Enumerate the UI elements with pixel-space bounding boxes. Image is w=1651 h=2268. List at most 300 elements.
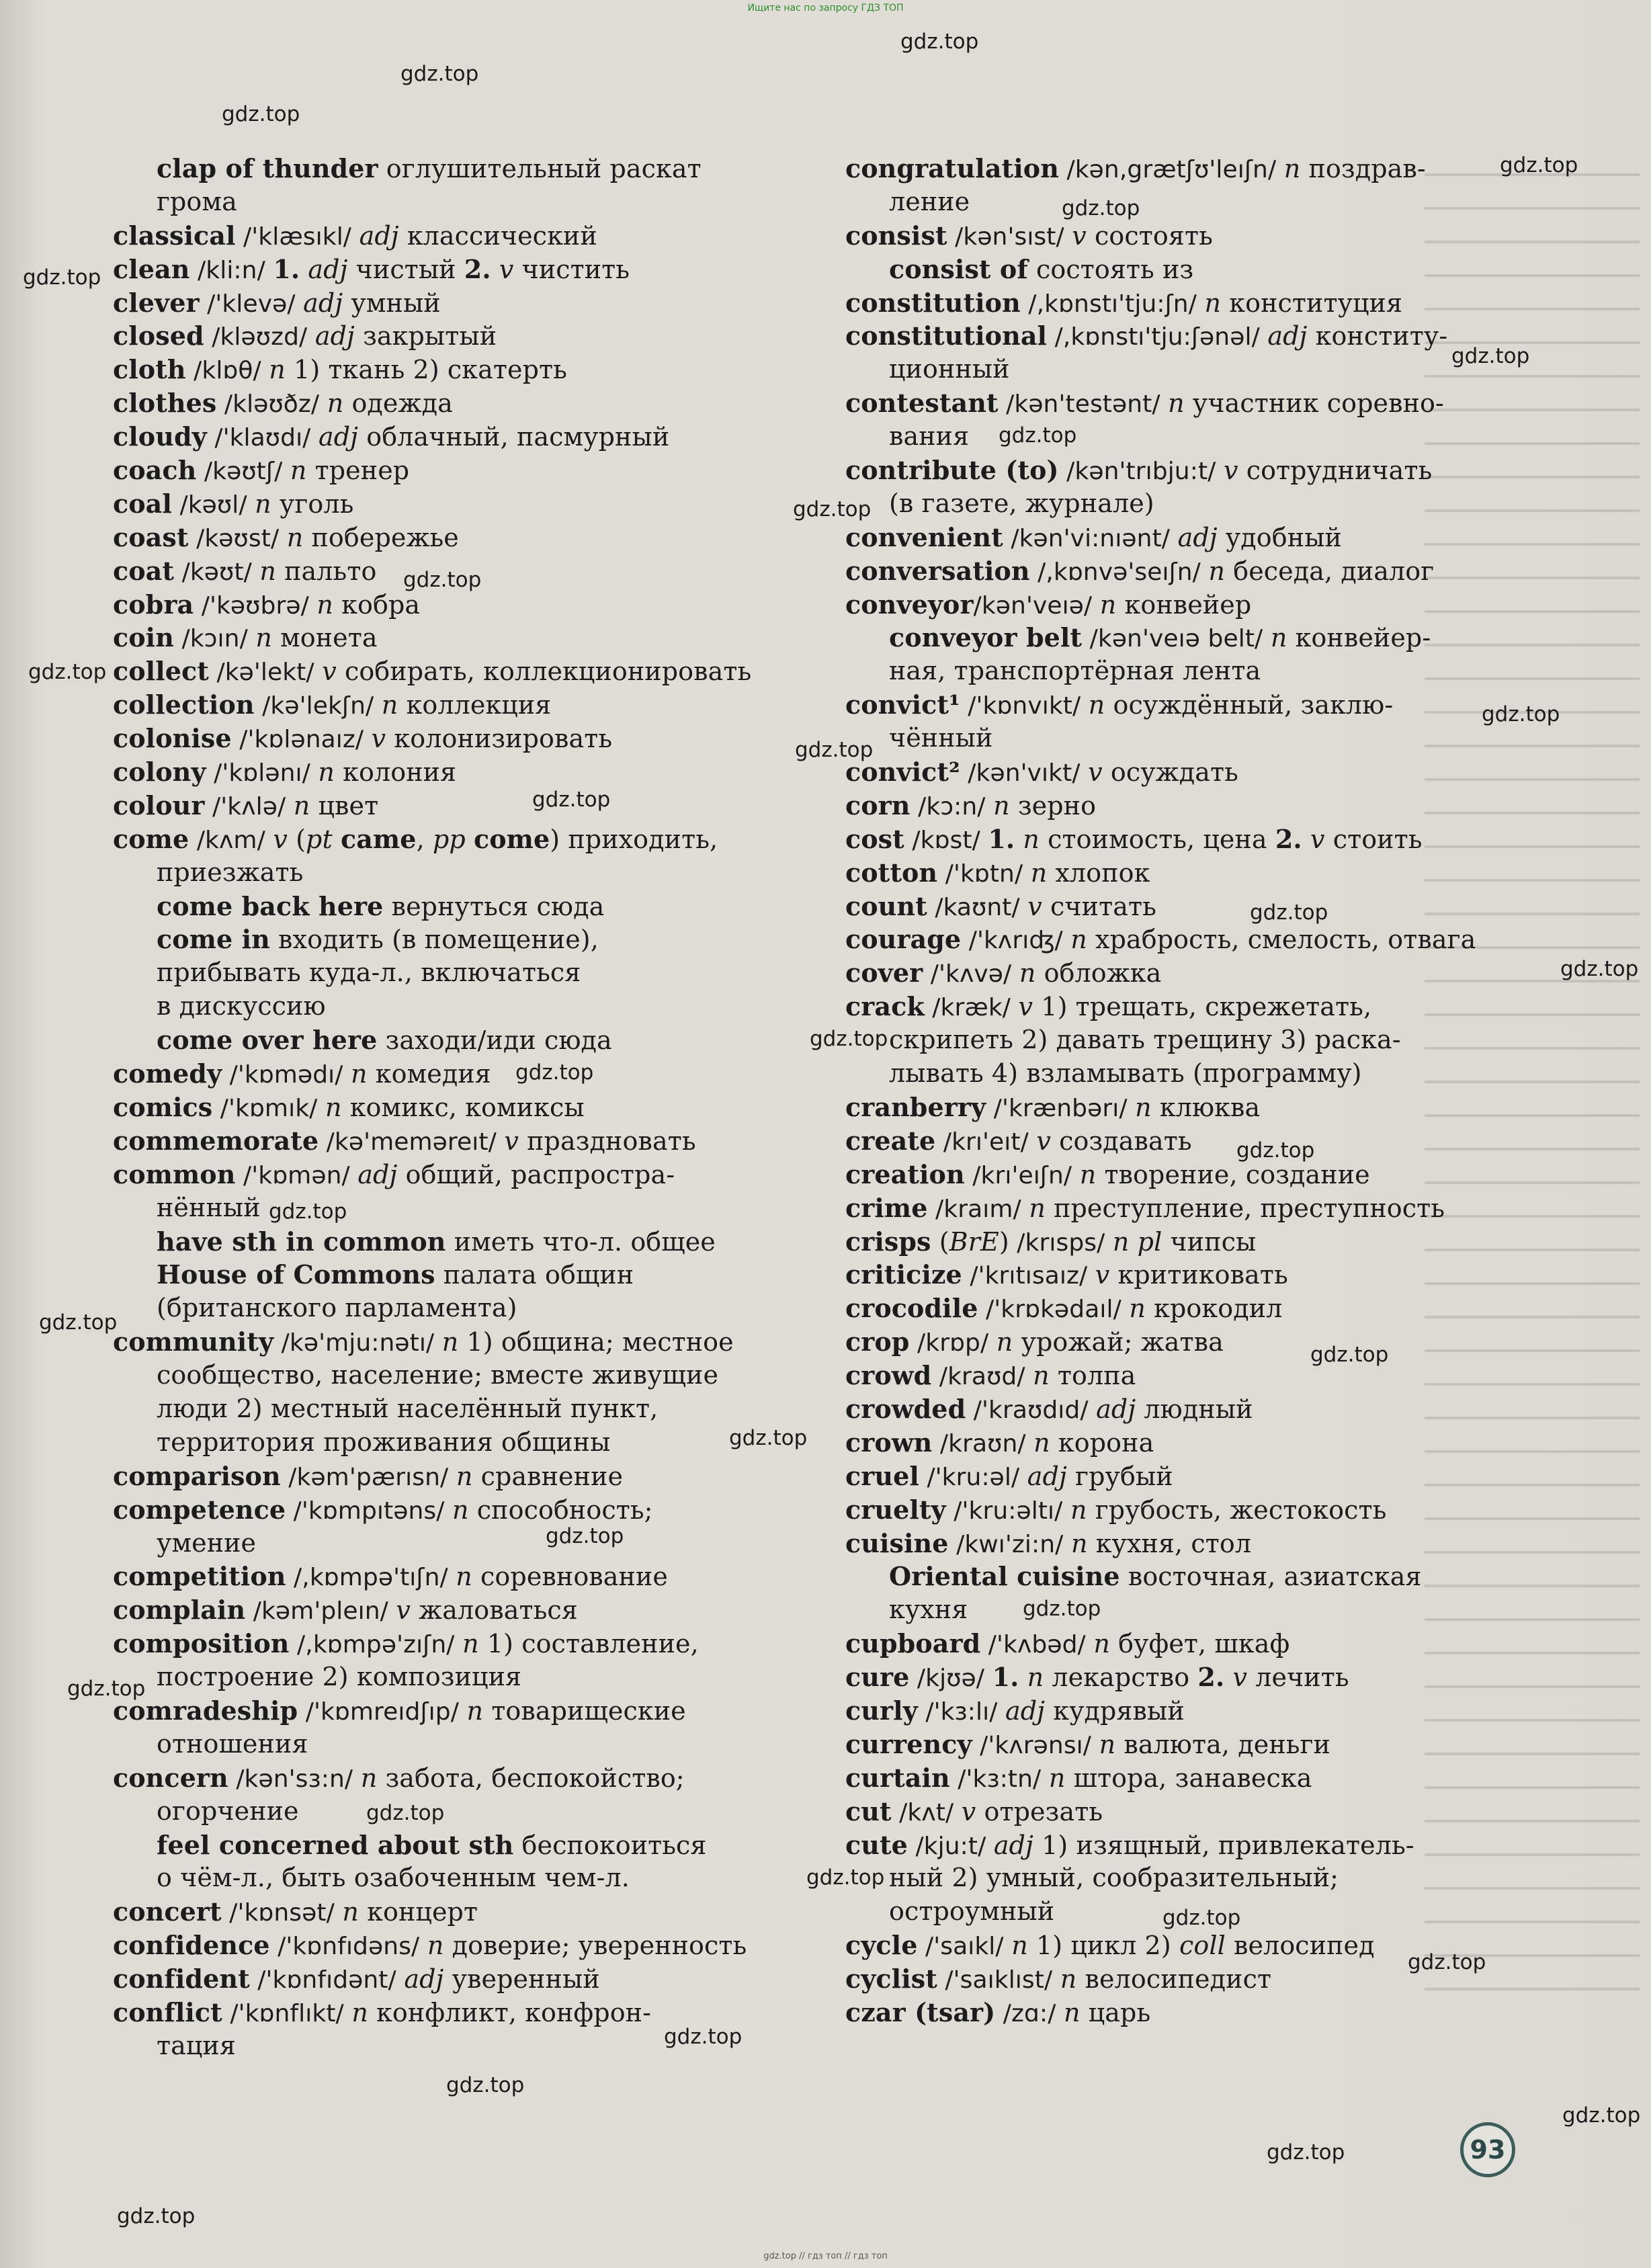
translation: (британского парламента) (157, 1293, 517, 1323)
dictionary-line (113, 890, 798, 923)
transcription: /kən'vıkt/ (960, 759, 1089, 788)
transcription: /kjʊə/ (909, 1665, 992, 1693)
translation: (в газете, журнале) (889, 488, 1154, 518)
translation: конституция (1221, 288, 1403, 318)
transcription: /'kɒmən/ (235, 1161, 358, 1189)
dictionary-line (113, 487, 798, 521)
headword: consist of (889, 253, 1028, 284)
translation (466, 825, 474, 854)
headword: curtain (845, 1762, 950, 1793)
dictionary-line (113, 1761, 798, 1795)
headword: 2. (1197, 1662, 1225, 1693)
dictionary-line (113, 1895, 798, 1929)
dictionary-line (845, 1258, 1490, 1292)
watermark: gdz.top (222, 102, 300, 126)
dictionary-line (845, 1057, 1490, 1091)
dictionary-line (113, 823, 798, 856)
translation: считать (1042, 891, 1156, 921)
dictionary-line (113, 1426, 798, 1460)
headword: comparison (113, 1460, 281, 1491)
headword: cotton (845, 857, 938, 888)
dictionary-line (845, 1292, 1490, 1325)
translation: 1) составление, (478, 1629, 699, 1659)
dictionary-line (113, 1292, 798, 1325)
translation (1019, 1663, 1027, 1692)
translation: монета (271, 623, 378, 653)
dictionary-line (845, 487, 1490, 521)
headword: cupboard (845, 1628, 981, 1659)
watermark: gdz.top (810, 1027, 888, 1051)
transcription: /'kɜ:tn/ (949, 1765, 1049, 1793)
translation: конвейер- (1287, 623, 1431, 653)
watermark: gdz.top (23, 265, 101, 290)
dictionary-line (845, 353, 1490, 386)
watermark: gdz.top (117, 2204, 196, 2228)
dictionary-line (113, 286, 798, 320)
grammar-label: n (1135, 1092, 1152, 1122)
dictionary-line (113, 1493, 798, 1527)
transcription: /'kʌvə/ (923, 960, 1019, 989)
watermark: gdz.top (400, 62, 479, 86)
dictionary-line (845, 956, 1490, 990)
translation: толпа (1049, 1361, 1136, 1391)
translation: удобный (1217, 522, 1342, 552)
translation: зерно (1009, 790, 1097, 821)
translation: 1) цикл 2) (1027, 1931, 1179, 1961)
headword: 2. (1275, 823, 1302, 854)
translation: облачный, пасмурный (358, 422, 670, 452)
translation: ) приходить, (550, 824, 718, 854)
watermark: gdz.top (900, 30, 979, 54)
translation: в дискуссию (157, 991, 326, 1021)
watermark: gdz.top (269, 1200, 347, 1224)
dictionary-line (113, 621, 798, 655)
headword: crown (845, 1427, 933, 1458)
grammar-label: n (1070, 1528, 1088, 1558)
transcription: /krɒp/ (909, 1329, 997, 1357)
watermark: gdz.top (446, 2073, 525, 2097)
dictionary-line (845, 1426, 1490, 1460)
translation: умение (157, 1527, 257, 1558)
watermark: gdz.top (795, 738, 874, 762)
headword: create (845, 1125, 936, 1156)
translation: участник соревно- (1184, 388, 1444, 419)
translation: классический (398, 220, 597, 251)
watermark: gdz.top (999, 423, 1077, 448)
headword: coat (113, 555, 175, 586)
headword: crowded (845, 1393, 966, 1424)
translation: уверенный (443, 1964, 600, 1994)
dictionary-line (845, 253, 1490, 286)
translation: забота, беспокойство; (377, 1763, 685, 1793)
dictionary-line (845, 990, 1490, 1023)
headword: cobra (113, 589, 194, 620)
dictionary-line (845, 286, 1490, 320)
translation (1224, 1663, 1232, 1692)
dictionary-line (845, 521, 1490, 554)
grammar-label: n (1063, 1997, 1081, 2027)
dictionary-line (845, 856, 1490, 890)
transcription: /'kɒnflıkt/ (222, 1999, 352, 2027)
transcription: /kən'trıbju:t/ (1058, 458, 1224, 486)
grammar-label: v (322, 657, 337, 687)
dictionary-line (113, 789, 798, 823)
watermark: gdz.top (366, 1801, 445, 1825)
footer-note: gdz.top // гдз топ // гдз топ (763, 2251, 888, 2261)
translation: творение, создание (1096, 1159, 1370, 1189)
headword: cranberry (845, 1091, 986, 1122)
grammar-label: adj (993, 1830, 1033, 1860)
grammar-label: n (993, 790, 1010, 821)
translation: лекарство (1044, 1663, 1198, 1693)
translation: огорчение (157, 1796, 299, 1826)
watermark: gdz.top (39, 1310, 118, 1335)
dictionary-line (845, 454, 1490, 487)
translation: комедия (367, 1059, 491, 1089)
dictionary-line (113, 1560, 798, 1593)
grammar-label: n (1030, 857, 1048, 888)
headword: conveyor belt (889, 622, 1083, 653)
grammar-label: adj (303, 288, 343, 318)
headword: collection (113, 689, 255, 720)
dictionary-line (113, 990, 798, 1023)
transcription: /kli:n/ (189, 256, 273, 284)
headword: conveyor (845, 589, 974, 620)
headword: crop (845, 1327, 910, 1357)
translation: создавать (1050, 1126, 1192, 1156)
headword: convict¹ (845, 689, 960, 720)
dictionary-line (845, 386, 1490, 420)
grammar-label: v (1036, 1126, 1051, 1156)
grammar-label: n (325, 1092, 342, 1122)
translation: людный (1136, 1394, 1253, 1424)
headword: feel concerned about sth (157, 1829, 514, 1860)
grammar-label: n (441, 1327, 459, 1357)
transcription: /krı'eıʃn/ (964, 1161, 1080, 1189)
transcription: /kə'lekt/ (208, 659, 323, 687)
dictionary-line (113, 1091, 798, 1124)
transcription: /kaʊnt/ (927, 893, 1028, 921)
headword: comradeship (113, 1695, 298, 1726)
translation: колония (334, 757, 457, 788)
dictionary-line (845, 823, 1490, 856)
grammar-label: n (318, 757, 335, 788)
headword: crime (845, 1192, 928, 1223)
headword: colony (113, 757, 206, 788)
grammar-label: n (1029, 1193, 1046, 1223)
grammar-label: adj (404, 1964, 444, 1994)
transcription: /'klæsıkl/ (235, 222, 359, 251)
transcription: /'kəʊbrə/ (194, 591, 317, 620)
translation: критиковать (1109, 1260, 1288, 1290)
grammar-label: n (456, 1461, 473, 1491)
dictionary-line (845, 621, 1490, 655)
headword: commemorate (113, 1125, 319, 1156)
dictionary-line (845, 1158, 1490, 1191)
translation: чистить (513, 254, 630, 284)
transcription: /kə'mju:nətı/ (273, 1329, 442, 1357)
dictionary-line (113, 1191, 798, 1225)
translation: общий, распростра- (397, 1159, 675, 1189)
grammar-label: n (327, 388, 344, 419)
dictionary-line (113, 1258, 798, 1292)
transcription: /kləʊðz/ (216, 390, 327, 419)
grammar-label: n (351, 1997, 368, 2027)
grammar-label: n (1208, 556, 1226, 586)
headword: House of Commons (157, 1259, 435, 1290)
transcription: /kə'lekʃn/ (254, 692, 382, 720)
translation: чистый (347, 254, 464, 284)
translation: сравнение (472, 1461, 624, 1491)
dictionary-line (845, 1962, 1490, 1996)
translation: входить (в помещение), (269, 925, 599, 955)
grammar-label: n (1033, 1361, 1050, 1391)
translation: пальто (276, 556, 377, 586)
headword: currency (845, 1728, 972, 1759)
translation: построение 2) композиция (157, 1662, 522, 1692)
headword: crowd (845, 1360, 932, 1391)
watermark: gdz.top (532, 788, 611, 812)
translation: о чём-л., быть озабоченным чем-л. (157, 1863, 630, 1893)
transcription: /'krɒkədaıl/ (978, 1296, 1130, 1324)
dictionary-line (113, 386, 798, 420)
headword: cloth (113, 354, 186, 385)
dictionary-line (113, 1527, 798, 1560)
headword: count (845, 890, 927, 921)
translation: ный 2) умный, сообразительный; (889, 1863, 1339, 1893)
grammar-label: adj (314, 321, 355, 351)
translation: поздрав- (1300, 154, 1426, 183)
translation: лечить (1247, 1663, 1349, 1693)
translation: буфет, шкаф (1109, 1629, 1290, 1659)
grammar-label: n (466, 1695, 484, 1726)
dictionary-line (113, 253, 798, 286)
transcription: /'saıkl/ (917, 1933, 1012, 1961)
grammar-label: n (1019, 958, 1036, 989)
translation (491, 255, 499, 284)
translation: восточная, азиатская (1119, 1562, 1422, 1592)
translation: 1) трещать, скрежетать, (1033, 992, 1372, 1022)
right-column (845, 152, 1490, 2029)
dictionary-line (845, 1225, 1490, 1259)
headword: common (113, 1159, 236, 1189)
translation: хлопок (1047, 857, 1150, 888)
transcription: /'kɒlənı/ (206, 759, 319, 788)
left-column (113, 152, 798, 2063)
translation: храбрость, смелость, отвага (1087, 925, 1476, 955)
grammar-label: v (499, 254, 514, 284)
watermark: gdz.top (1562, 2103, 1641, 2128)
headword: congratulation (845, 153, 1059, 183)
dictionary-line (113, 185, 798, 219)
translation: осуждать (1102, 757, 1238, 788)
translation: уголь (271, 489, 354, 519)
translation: концерт (358, 1897, 478, 1927)
transcription: /kɒst/ (904, 826, 988, 854)
transcription: /kə'meməreıt/ (319, 1128, 505, 1156)
transcription: /'kɒmık/ (212, 1094, 325, 1122)
transcription: /kən'veıə/ (973, 591, 1100, 620)
translation: иметь что-л. общее (446, 1226, 716, 1257)
dictionary-line (845, 319, 1490, 353)
translation: остроумный (889, 1896, 1055, 1927)
grammar-label: v (1310, 824, 1325, 854)
headword: collect (113, 656, 209, 687)
headword: cruelty (845, 1494, 946, 1525)
transcription: /'kɒnvıkt/ (960, 692, 1089, 720)
headword: have sth in common (157, 1226, 446, 1257)
headword: competition (113, 1561, 286, 1592)
grammar-label: n (255, 489, 271, 519)
headword: coast (113, 521, 189, 552)
watermark: gdz.top (1250, 900, 1328, 925)
transcription: /,kɒnvə'seıʃn/ (1029, 558, 1209, 586)
watermark: gdz.top (793, 497, 872, 521)
grammar-label: adj (308, 254, 348, 284)
grammar-label: n (1079, 1159, 1097, 1189)
dictionary-line (113, 1861, 798, 1895)
dictionary-line (845, 420, 1490, 454)
transcription: /'saıklıst/ (937, 1966, 1060, 1994)
dictionary-line (113, 1158, 798, 1191)
dictionary-line (845, 1359, 1490, 1392)
translation: приезжать (157, 857, 304, 887)
watermark: gdz.top (1162, 1906, 1241, 1930)
transcription: /'kʌrənsı/ (972, 1731, 1099, 1759)
dictionary-line (845, 1191, 1490, 1225)
dictionary-line (845, 1861, 1490, 1895)
grammar-label: v (1223, 456, 1238, 486)
translation: кухня (889, 1595, 968, 1625)
watermark: gdz.top (1451, 344, 1530, 368)
dictionary-line (113, 1124, 798, 1158)
headword: cost (845, 823, 904, 854)
grammar-label: n (1027, 1663, 1044, 1693)
grammar-label: adj (1096, 1394, 1136, 1424)
watermark: gdz.top (1023, 1597, 1101, 1621)
header-note: Ищите нас по запросу ГДЗ ТОП (747, 3, 904, 13)
headword: criticize (845, 1259, 962, 1290)
dictionary-line (845, 1493, 1490, 1527)
translation: валюта, деньги (1115, 1729, 1330, 1759)
transcription: /,kɒnstı'tju:ʃənəl/ (1047, 323, 1268, 351)
dictionary-line (845, 688, 1490, 722)
dictionary-line (845, 1627, 1490, 1661)
grammar-label: adj (1267, 321, 1308, 351)
grammar-label: adj (1005, 1695, 1046, 1726)
translation: ( (287, 824, 306, 854)
translation: корона (1050, 1427, 1154, 1458)
translation: отношения (157, 1728, 308, 1759)
transcription: /kəm'pærısn/ (280, 1463, 456, 1491)
grammar-label: pp (432, 824, 466, 854)
headword: creation (845, 1159, 965, 1189)
headword: cycle (845, 1930, 918, 1961)
headword: corn (845, 790, 911, 821)
translation: конфликт, конфрон- (368, 1997, 652, 2027)
transcription: /'kɒmreıdʃıp/ (298, 1697, 467, 1726)
transcription: /,kɒnstı'tju:ʃn/ (1020, 290, 1205, 318)
dictionary-line (113, 956, 798, 990)
translation (300, 255, 308, 284)
watermark: gdz.top (1560, 957, 1639, 981)
translation: сотрудничать (1238, 456, 1433, 486)
translation: конвейер (1116, 589, 1252, 620)
headword: come back here (157, 890, 384, 921)
watermark: gdz.top (1408, 1950, 1486, 1974)
headword: cut (845, 1796, 892, 1826)
grammar-label: n (269, 355, 286, 385)
headword: conversation (845, 555, 1030, 586)
dictionary-line (113, 1057, 798, 1091)
translation: собирать, коллекционировать (336, 657, 752, 687)
translation: одежда (343, 388, 453, 419)
grammar-label: n (360, 1763, 378, 1793)
grammar-label: n (1129, 1294, 1146, 1324)
transcription: /kən'veıə belt/ (1082, 625, 1271, 653)
translation: грубость, жестокость (1087, 1495, 1387, 1525)
dictionary-line (845, 1023, 1490, 1057)
dictionary-line (113, 1929, 798, 1962)
dictionary-line (113, 755, 798, 789)
watermark: gdz.top (1236, 1138, 1315, 1163)
headword: classical (113, 220, 236, 251)
dictionary-line (845, 1124, 1490, 1158)
watermark: gdz.top (28, 660, 107, 684)
dictionary-line (113, 655, 798, 688)
grammar-label: adj (1027, 1461, 1067, 1491)
transcription: /'kɒnfıdənt/ (249, 1966, 405, 1994)
dictionary-line (845, 1694, 1490, 1728)
transcription: /'kʌbəd/ (980, 1631, 1094, 1659)
headword: 1. (273, 253, 300, 284)
translation: скрипеть 2) давать трещину 3) раска- (889, 1025, 1401, 1055)
translation: стоимость, цена (1040, 824, 1275, 854)
grammar-label: n (290, 456, 307, 486)
translation: умный (343, 288, 441, 318)
headword: consist (845, 220, 947, 251)
translation: кудрявый (1045, 1695, 1185, 1726)
translation: закрытый (354, 321, 497, 351)
watermark: gdz.top (1482, 702, 1560, 726)
translation: урожай; жатва (1013, 1327, 1224, 1357)
watermark: gdz.top (67, 1677, 146, 1701)
transcription: /kraʊd/ (931, 1363, 1033, 1391)
headword: convenient (845, 521, 1003, 552)
translation (1302, 825, 1310, 854)
headword: clean (113, 253, 190, 284)
translation: ( (931, 1226, 949, 1257)
transcription: /kəʊst/ (188, 524, 287, 552)
transcription: /,kɒmpə'zıʃn/ (289, 1631, 463, 1659)
dictionary-line (113, 1023, 798, 1057)
translation (333, 825, 341, 854)
transcription: /kju:t/ (907, 1832, 994, 1860)
translation: территория проживания общины (157, 1427, 611, 1457)
watermark: gdz.top (1310, 1343, 1389, 1367)
dictionary-line (845, 185, 1490, 219)
dictionary-line (113, 1460, 798, 1493)
translation: велосипед (1225, 1931, 1375, 1961)
grammar-label: adj (357, 1159, 398, 1189)
translation: тренер (306, 456, 410, 486)
transcription: /kraʊn/ (932, 1429, 1034, 1458)
transcription: /kræk/ (924, 994, 1019, 1022)
headword: competence (113, 1494, 286, 1525)
grammar-label: n (342, 1897, 359, 1927)
transcription: /'kru:əltı/ (945, 1497, 1070, 1525)
dictionary-line (113, 1627, 798, 1661)
